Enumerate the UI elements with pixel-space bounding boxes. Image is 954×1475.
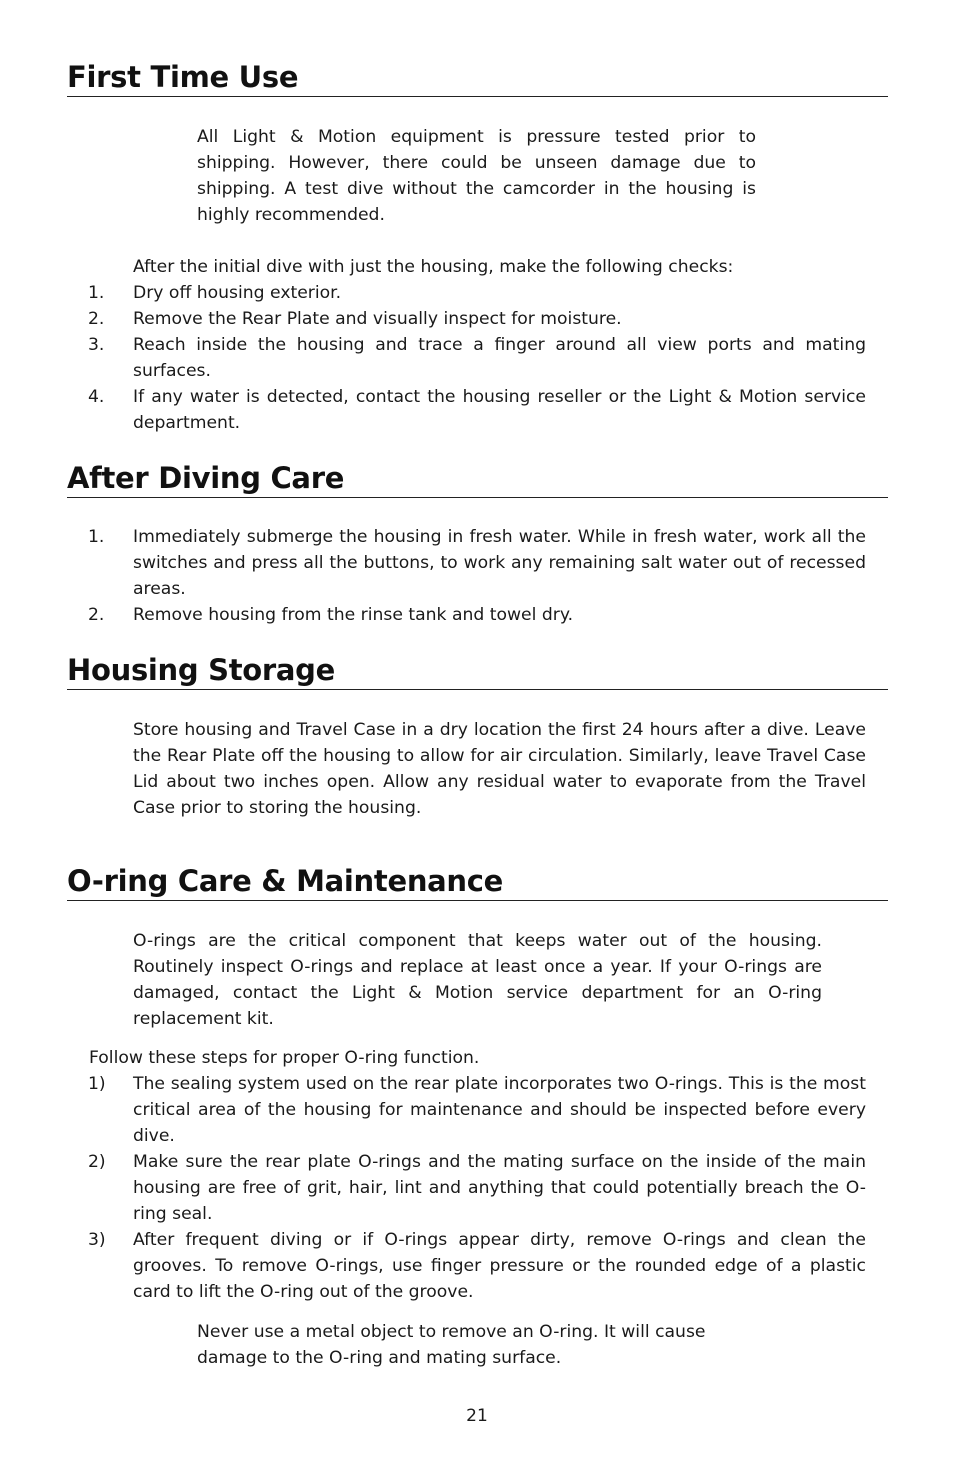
list-item [88, 280, 866, 306]
list-item [88, 1149, 866, 1227]
list-item-number: 2. [88, 605, 105, 625]
section-heading-housing-storage: Housing Storage [67, 653, 888, 690]
first-time-use-note: All Light & Motion equipment is pressure tested prior to shipping. However, there could be unseen damage due to shipping. A test dive without the camcorder in the housing is highly recommended. [197, 127, 756, 225]
oring-care-note: O-rings are the critical component that keeps water out of the housing. Routinely inspect O-rings and replace at least once a year. If your O-rings are damaged, contact the Light & Motion service department for an O-ring replacement kit. [133, 931, 822, 1029]
list-item-text: Immediately submerge the housing in fresh water. While in fresh water, work all the switches and press all the buttons, to work any remaining salt water out of recessed areas. [133, 527, 866, 599]
list-item-text: After frequent diving or if O-rings appear dirty, remove O-rings and clean the grooves. To remove O-rings, use finger pressure or the rounded edge of a plastic card to lift the O-ring out of the groove. [133, 1230, 866, 1302]
list-item-text: Dry off housing exterior. [133, 283, 342, 303]
list-item-number: 1) [88, 1074, 106, 1094]
list-item [88, 332, 866, 384]
oring-care-warning: Never use a metal object to remove an O-ring. It will cause damage to the O-ring and mating surface. [197, 1322, 706, 1368]
housing-storage-body: Store housing and Travel Case in a dry location the first 24 hours after a dive. Leave the Rear Plate off the housing to allow for air circulation. Similarly, leave Travel Case Lid about two inches open. Allow any residual water to evaporate from the Travel Case prior to storing the housing. [133, 720, 866, 818]
oring-care-intro: Follow these steps for proper O-ring function. [89, 1048, 480, 1068]
page-number: 21 [466, 1406, 488, 1426]
list-item-number: 2) [88, 1152, 106, 1172]
list-item-number: 1. [88, 527, 105, 547]
section-heading-oring-care: O-ring Care & Maintenance [67, 864, 888, 901]
after-diving-care-steps [88, 524, 866, 628]
list-item-text: The sealing system used on the rear plate incorporates two O-rings. This is the most critical area of the housing for maintenance and should be inspected before every dive. [133, 1074, 866, 1146]
list-item-text: Remove housing from the rinse tank and towel dry. [133, 605, 574, 625]
list-item-number: 3. [88, 335, 105, 355]
list-item-number: 4. [88, 387, 105, 407]
list-item [88, 602, 866, 628]
list-item [88, 306, 866, 332]
section-heading-after-diving-care: After Diving Care [67, 461, 888, 498]
list-item [88, 1227, 866, 1305]
list-item-text: Remove the Rear Plate and visually inspect for moisture. [133, 309, 622, 329]
list-item-text: Reach inside the housing and trace a finger around all view ports and mating surfaces. [133, 335, 866, 381]
first-time-use-checklist [88, 280, 866, 436]
first-time-use-intro: After the initial dive with just the housing, make the following checks: [133, 257, 734, 277]
list-item-text: If any water is detected, contact the housing reseller or the Light & Motion service department. [133, 387, 866, 433]
list-item-number: 1. [88, 283, 105, 303]
list-item-number: 2. [88, 309, 105, 329]
list-item-number: 3) [88, 1230, 106, 1250]
list-item [88, 384, 866, 436]
oring-care-steps [88, 1071, 866, 1305]
list-item [88, 524, 866, 602]
list-item-text: Make sure the rear plate O-rings and the mating surface on the inside of the main housing are free of grit, hair, lint and anything that could potentially breach the O-ring seal. [133, 1152, 866, 1224]
section-heading-first-time-use: First Time Use [67, 60, 888, 97]
list-item [88, 1071, 866, 1149]
